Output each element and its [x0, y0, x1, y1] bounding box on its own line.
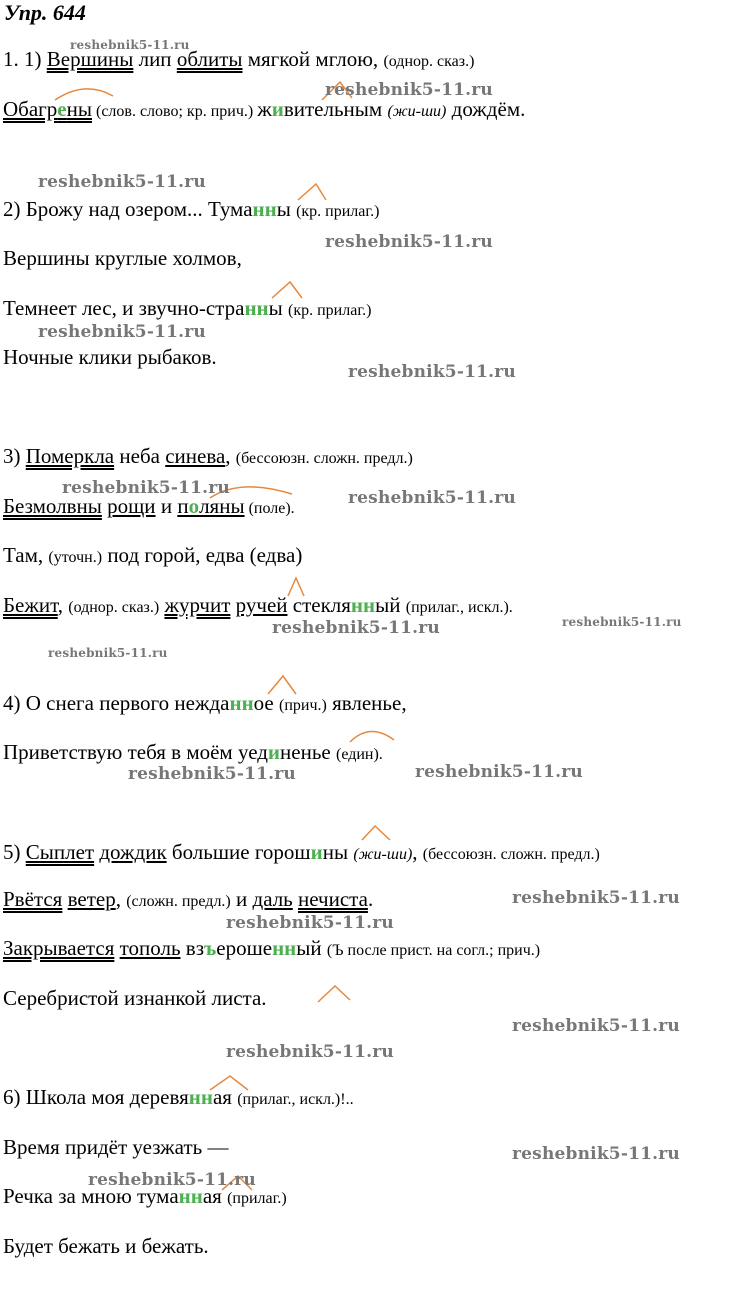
note: (бессоюзн. сложн. предл.): [422, 846, 600, 863]
subject-word: даль: [252, 887, 293, 911]
text-segment: вз: [180, 936, 204, 960]
watermark-text: reshebnik5-11.ru: [348, 362, 516, 382]
text-segment: ны: [322, 840, 354, 864]
note: (уточн.): [48, 549, 103, 566]
text-segment: лип: [133, 47, 177, 71]
text-segment: .: [367, 887, 374, 911]
highlighted-letters: нн: [252, 197, 277, 221]
text-segment: 3): [3, 444, 26, 468]
predicate-word: нечиста: [298, 887, 368, 911]
text-segment: п: [177, 494, 189, 518]
subject-word: синева: [165, 444, 226, 468]
text-segment: и: [155, 494, 178, 518]
text-segment: 1. 1): [3, 47, 47, 71]
note: (кр. прилаг.): [288, 302, 372, 319]
note: (сложн. предл.): [126, 893, 231, 910]
subject-word: тополь: [119, 936, 181, 960]
root-arc: [288, 578, 304, 596]
text-segment: вительным: [283, 97, 388, 121]
watermark-text: reshebnik5-11.ru: [272, 618, 440, 638]
note: (однор. сказ.): [68, 599, 160, 616]
text-segment: большие горош: [166, 840, 311, 864]
watermark-text: reshebnik5-11.ru: [48, 646, 168, 660]
text-segment: ая: [212, 1085, 238, 1109]
note: (кр. прилаг.): [296, 203, 380, 220]
root-arc: [350, 731, 394, 742]
text-segment: ,: [115, 887, 127, 911]
subject-word: рощи: [107, 494, 156, 518]
highlighted-letter: и: [310, 840, 323, 864]
watermark-text: reshebnik5-11.ru: [325, 80, 493, 100]
text-segment: ы: [268, 296, 289, 320]
subject-word: ветер: [67, 887, 116, 911]
text-segment: ,: [412, 840, 423, 864]
text-segment: ы: [276, 197, 297, 221]
note: (слов. слово; кр. прич.): [91, 103, 258, 120]
predicate-word: Закрывается: [3, 936, 115, 960]
highlighted-letter: ъ: [204, 936, 217, 960]
suffix-arc: [210, 1076, 248, 1090]
note: (прилаг., искл.).: [405, 599, 513, 616]
root-arc: [55, 89, 113, 100]
text-segment: ны: [66, 97, 92, 121]
watermark-text: reshebnik5-11.ru: [70, 38, 190, 52]
highlighted-letter: е: [57, 97, 67, 121]
text-segment: ляны: [199, 494, 245, 518]
text-segment: Ночные клики рыбаков.: [3, 345, 217, 369]
watermark-text: reshebnik5-11.ru: [512, 888, 680, 908]
text-segment: ое: [253, 691, 279, 715]
text-segment: стекля: [287, 593, 351, 617]
text-segment: Будет бежать и бежать.: [3, 1234, 209, 1258]
predicate-word: Сыплет: [25, 840, 95, 864]
watermark-text: reshebnik5-11.ru: [562, 615, 682, 629]
note: (прилаг., искл.)!..: [237, 1091, 354, 1108]
text-segment: 4) О снега первого нежда: [3, 691, 230, 715]
text-segment: Вершины круглые холмов,: [3, 246, 242, 270]
suffix-arc: [298, 184, 326, 200]
highlighted-letters: нн: [244, 296, 269, 320]
highlighted-letter: и: [267, 740, 281, 764]
watermark-text: reshebnik5-11.ru: [512, 1016, 680, 1036]
suffix-arc: [268, 676, 296, 694]
text-segment: Время придёт уезжать —: [3, 1135, 229, 1159]
watermark-text: reshebnik5-11.ru: [38, 172, 206, 192]
text-segment: Речка за мною тума: [3, 1184, 179, 1208]
text-segment: Приветствую тебя в моём уед: [3, 740, 268, 764]
text-segment: неба: [114, 444, 166, 468]
note: (однор. сказ.): [383, 53, 475, 70]
highlighted-letters: нн: [178, 1184, 203, 1208]
highlighted-letters: нн: [350, 593, 376, 617]
text-segment: ненье: [280, 740, 336, 764]
note: (жи-ши): [353, 846, 413, 863]
predicate-word: Рвётся: [3, 887, 63, 911]
predicate-word: Бежит: [3, 593, 58, 617]
note: (Ъ после прист. на согл.; прич.): [326, 942, 541, 959]
note: (прич.): [279, 697, 327, 714]
watermark-text: reshebnik5-11.ru: [348, 488, 516, 508]
text-segment: ый: [296, 936, 327, 960]
text-segment: ероше: [216, 936, 273, 960]
text-segment: Серебристой изнанкой листа.: [3, 986, 267, 1010]
predicate-word: Померкла: [25, 444, 115, 468]
watermark-text: reshebnik5-11.ru: [38, 322, 206, 342]
watermark-text: reshebnik5-11.ru: [88, 1170, 256, 1190]
note: (прилаг.): [227, 1190, 287, 1207]
predicate-word: журчит: [164, 593, 231, 617]
text-segment: Темнеет лес, и звучно-стра: [3, 296, 245, 320]
note: (жи-ши): [387, 103, 447, 120]
note: (един).: [335, 746, 383, 763]
watermark-text: reshebnik5-11.ru: [512, 1144, 680, 1164]
text-segment: Обагр: [3, 97, 58, 121]
predicate-word: Безмолвны: [3, 494, 102, 518]
suffix-arc: [318, 986, 350, 1002]
highlighted-letter: о: [188, 494, 200, 518]
suffix-arc: [272, 282, 302, 298]
highlighted-letter: и: [271, 97, 284, 121]
text-segment: мягкой мглою,: [242, 47, 384, 71]
watermark-text: reshebnik5-11.ru: [226, 913, 394, 933]
text-segment: и: [230, 887, 253, 911]
text-segment: под горой, едва (едва): [102, 543, 303, 567]
watermark-text: reshebnik5-11.ru: [226, 1042, 394, 1062]
watermark-text: reshebnik5-11.ru: [128, 764, 296, 784]
subject-word: ручей: [235, 593, 288, 617]
note: (поле).: [244, 500, 295, 517]
root-arc: [362, 826, 390, 840]
text-segment: ,: [225, 444, 236, 468]
text-segment: ая: [202, 1184, 228, 1208]
exercise-title: Упр. 644: [4, 0, 86, 25]
predicate-word: облиты: [176, 47, 243, 71]
text-segment: ж: [257, 97, 272, 121]
text-segment: 2) Брожу над озером... Тума: [3, 197, 253, 221]
text-segment: 6) Школа моя деревя: [3, 1085, 189, 1109]
text-segment: ый: [375, 593, 406, 617]
text-segment: Там,: [3, 543, 49, 567]
watermark-text: reshebnik5-11.ru: [62, 478, 230, 498]
text-segment: ,: [57, 593, 69, 617]
highlighted-letters: нн: [188, 1085, 213, 1109]
watermark-text: reshebnik5-11.ru: [325, 232, 493, 252]
text-segment: дождём.: [446, 97, 526, 121]
note: (бессоюзн. сложн. предл.): [235, 450, 413, 467]
highlighted-letters: нн: [272, 936, 297, 960]
subject-word: Вершины: [46, 47, 134, 71]
highlighted-letters: нн: [229, 691, 254, 715]
text-segment: 5): [3, 840, 26, 864]
watermark-text: reshebnik5-11.ru: [415, 762, 583, 782]
subject-word: дождик: [99, 840, 167, 864]
text-segment: явленье,: [326, 691, 407, 715]
